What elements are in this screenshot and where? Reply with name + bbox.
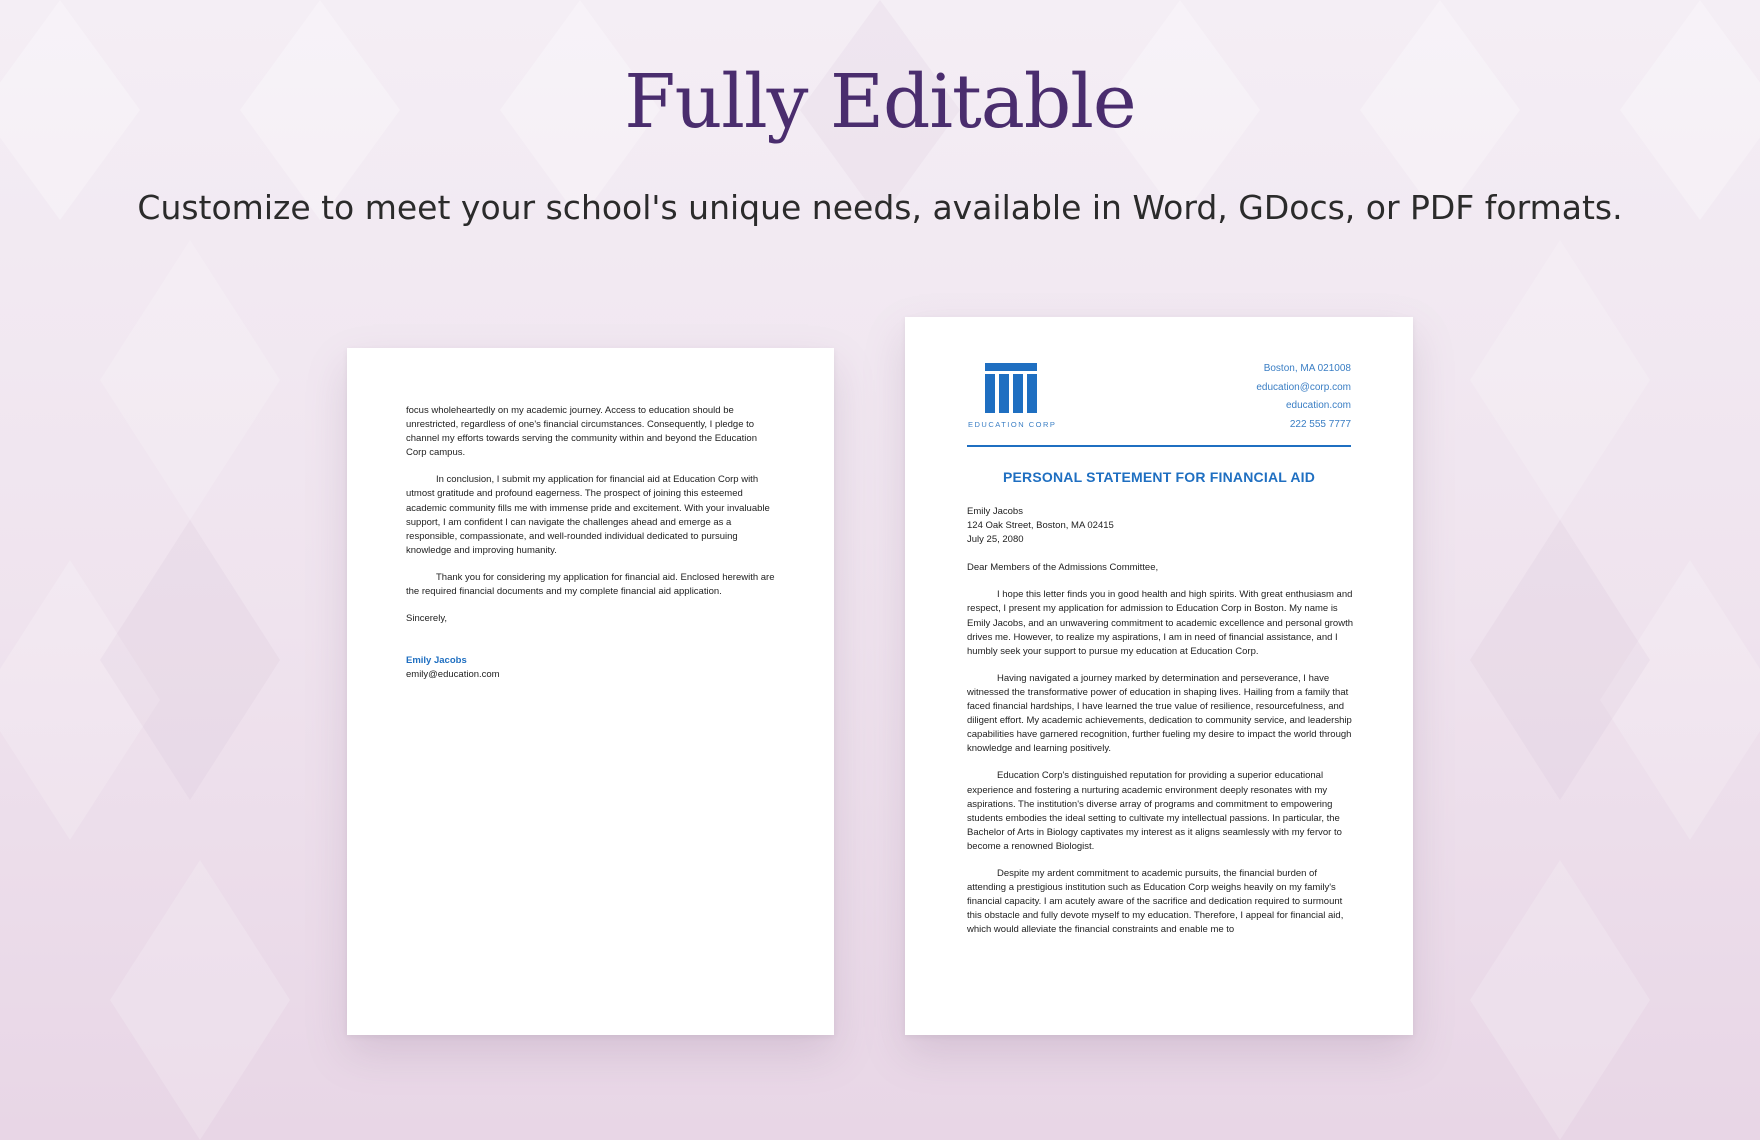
page-1-body [967,505,1355,950]
document-title: PERSONAL STATEMENT FOR FINANCIAL AID [1002,469,1316,485]
page-2-body [406,404,778,682]
page-headline: Fully Editable [624,59,1136,145]
signature-block [406,654,778,682]
header-divider [967,445,1351,447]
signature-email: emily@education.com [406,669,500,681]
page-1-paragraph: Education Corp's distinguished reputation for providing a superior educational experience and fostering a nurturing academic environment deeply resonates with my aspirations. The institution's diverse array of programs and commitment to empowering students embodies the ideal setting to cultivate my intellectual passions. In particular, the Bachelor of Arts in Biology captivates my interest as it aligns seamlessly with my fervor to become a renowned Biologist. [967,770,1342,852]
document-page-1 [905,317,1413,1035]
page-2-paragraph: In conclusion, I submit my application for financial aid at Education Corp with utmost gratitude and profound eagerness. The prospect of joining this esteemed academic community fills me with immense pride and excitement. With your invaluable support, I am confident I can navigate the challenges ahead and emerge as a responsible, compassionate, and well-rounded individual dedicated to pursuing knowledge and improving humanity. [406,474,770,556]
contact-website: education.com [1285,400,1351,411]
sender-name: Emily Jacobs [967,506,1023,517]
page-2-paragraph: focus wholeheartedly on my academic journey. Access to education should be unrestricted, regardless of one's financial circumstances. Consequently, I pledge to channel my efforts towards serving the community within and beyond the Education Corp campus. [406,405,757,459]
sender-address-block [967,505,1355,547]
contact-phone: 222 555 7777 [1289,418,1351,430]
logo-text: EDUCATION CORP [968,420,1057,429]
letter-date: July 25, 2080 [967,534,1024,546]
signature-name: Emily Jacobs [406,655,467,667]
page-1-paragraph: Despite my ardent commitment to academic pursuits, the financial burden of attending a prestigious institution such as Education Corp weighs heavily on my family's financial capacity. I am acutely aware of the sacrifice and dedication required to surmount this obstacle and fully devote myself to my education. Therefore, I appeal for financial aid, which would alleviate the financial constraints and enable me to [967,867,1344,936]
contact-block [1256,360,1351,434]
sender-address: 124 Oak Street, Boston, MA 02415 [967,520,1114,532]
contact-email: education@corp.com [1256,381,1351,393]
salutation: Dear Members of the Admissions Committee, [967,562,1159,574]
sign-off: Sincerely, [406,613,448,625]
document-page-2 [347,348,834,1035]
page-1-paragraph: I hope this letter finds you in good health and high spirits. With great enthusiasm and respect, I present my application for admission to Education Corp in Boston. My name is Emily Jacobs, and an unwavering commitment to academic excellence and personal growth drives me. However, to realize my aspirations, I am in need of financial assistance, and I humbly seek your support to pursue my education at Education Corp. [967,589,1354,657]
page-1-paragraph: Having navigated a journey marked by determination and perseverance, I have witnessed the transformative power of education in shaping lives. Hailing from a family that faced financial hardships, I have learned the true value of resilience, resourcefulness, and diligent effort. My academic achievements, dedication to community service, and leadership capabilities have garnered recognition, further fueling my desire to impact the world through knowledge and learning positively. [967,672,1352,755]
contact-address: Boston, MA 021008 [1263,363,1351,374]
page-2-paragraph: Thank you for considering my application for financial aid. Enclosed herewith are the required financial documents and my complete financial aid application. [406,571,775,598]
pillar-logo-icon [985,363,1037,413]
page-subheadline: Customize to meet your school's unique needs, available in Word, GDocs, or PDF formats. [137,188,1623,227]
education-corp-logo [968,363,1060,429]
